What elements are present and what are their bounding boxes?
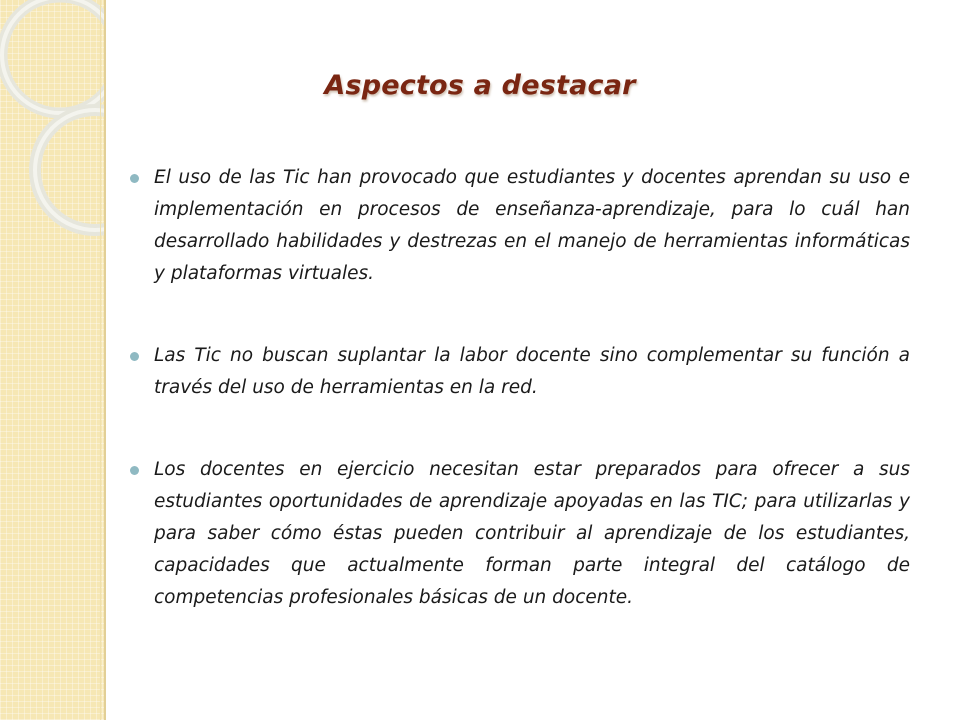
decorative-sidebar [0,0,106,720]
bullet-dot-icon [130,466,139,475]
bullet-item [130,162,910,290]
bullet-dot-icon [130,352,139,361]
bullet-dot-icon [130,174,139,183]
sidebar-divider [104,0,106,720]
decorative-ring-top-highlight [2,0,106,113]
decorative-circles [0,0,106,720]
bullet-text: Los docentes en ejercicio necesitan estar preparados para ofrecer a sus estudiantes oportunidades de aprendizaje apoyadas en las TIC; para utilizarlas y para saber cómo éstas pueden contribuir al aprendizaje de los estudiantes, capacidades que actualmente forman parte integral del catálogo de competencias profesionales básicas de un docente. [154,459,910,608]
bullet-item [130,454,910,614]
slide-title: Aspectos a destacar [324,70,636,101]
sidebar-divider-inner [100,0,101,720]
bullet-item [130,340,910,404]
bullet-list [130,162,910,664]
bullet-text: Las Tic no buscan suplantar la labor docente sino complementar su función a través del uso de herramientas en la red. [154,345,910,398]
decorative-ring-bottom [35,110,106,230]
bullet-text: El uso de las Tic han provocado que estudiantes y docentes aprendan su uso e implementación en procesos de enseñanza-aprendizaje, para lo cuál han desarrollado habilidades y destrezas en el manejo de herramientas informáticas y plataformas virtuales. [154,167,910,284]
